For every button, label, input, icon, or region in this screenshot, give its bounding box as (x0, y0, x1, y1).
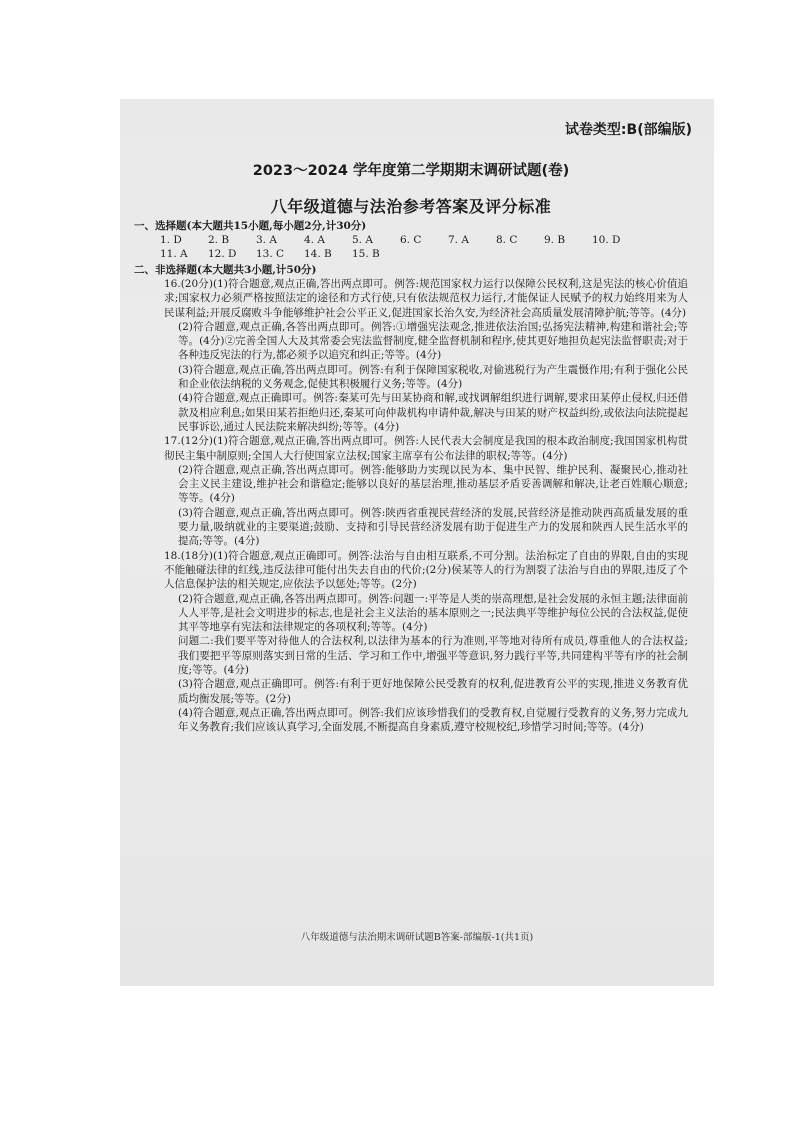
choice-answer: 6. C (400, 234, 422, 246)
section1-heading: 一、选择题(本大题共15小题,每小题2分,计30分) (134, 220, 367, 232)
question-16-answers (134, 277, 688, 434)
answer-paragraph: (3)符合题意,观点正确,答出两点即可。例答:陕西省重视民营经济的发展,民营经济是推动陕西高质量发展的重要力量,吸纳就业的主要渠道;鼓励、支持和引导民营经济发展有助于促进生产力的发展和陕西人民生活水平的提高;等等。(4分) (178, 506, 688, 548)
question-18-answers (134, 549, 688, 735)
choice-answer: 15. B (352, 248, 380, 260)
choice-answer: 12. D (208, 248, 237, 260)
answer-paragraph: (2)符合题意,观点正确,答出两点即可。例答:能够助力实现以民为本、集中民智、维护民利、凝聚民心,推动社会主义民主建设,维护社会和谐稳定;能够以良好的基层治理,推动基层矛盾妥善调解和解决,让老百姓顺心顺意;等等。(4分) (178, 463, 688, 505)
answer-paragraph: (3)符合题意,观点正确,答出两点即可。例答:有利于保障国家税收,对偷逃税行为产生震慑作用;有利于强化公民和企业依法纳税的义务观念,促使其积极履行义务;等等。(4分) (178, 363, 688, 391)
choice-answers-row-1 (134, 233, 688, 247)
choice-answer: 5. A (352, 234, 373, 246)
answer-paragraph: (2)符合题意,观点正确,各答出两点即可。例答:①增强宪法观念,推进依法治国;弘扬宪法精神,构建和谐社会;等等。(4分)②完善全国人大及其常委会宪法监督制度,健全监督机制和程序,使其更好地担负起宪法监督职责;对于各种违反宪法的行为,都必须予以追究和纠正;等等。(4分) (178, 320, 688, 362)
document-title: 八年级道德与法治参考答案及评分标准 (270, 197, 552, 216)
choice-answer: 4. A (304, 234, 325, 246)
answer-paragraph: 16.(20分)(1)符合题意,观点正确,答出两点即可。例答:规范国家权力运行以保障公民权利,这是宪法的核心价值追求;国家权力必须严格按照法定的途径和方式行使,只有依法规范权力运行,才能保证人民赋予的权力始终用来为人民谋利益;开展反腐败斗争能够维护社会公平正义,促进国家长治久安,为经济社会高质量发展清障护航;等等。(4分) (164, 278, 688, 319)
choice-answer: 11. A (160, 248, 188, 260)
answer-paragraph: (4)符合题意,观点正确即可。例答:秦某可先与田某协商和解,或找调解组织进行调解,要求田某停止侵权,归还借款及相应利息;如果田某若拒绝归还,秦某可向仲裁机构申请仲裁,解决与田某的财产权益纠纷,或依法向法院提起民事诉讼,通过人民法院来解决纠纷;等等。(4分) (178, 392, 688, 433)
answer-paragraph: 17.(12分)(1)符合题意,观点正确,答出两点即可。例答:人民代表大会制度是我国的根本政治制度;我国国家机构贯彻民主集中制原则;全国人大行使国家立法权;国家主席享有公布法律的职权;等等。(4分) (164, 435, 688, 462)
answer-sheet-page (120, 99, 714, 986)
answer-paragraph: (4)符合题意,观点正确,答出两点即可。例答:我们应该珍惜我们的受教育权,自觉履行受教育的义务,努力完成九年义务教育;我们应该认真学习,全面发展,不断提高自身素质,遵守校规校纪,珍惜学习时间;等等。(4分) (178, 706, 688, 734)
answer-paragraph: (3)符合题意,观点正确即可。例答:有利于更好地保障公民受教育的权利,促进教育公平的实现,推进义务教育优质均衡发展;等等。(2分) (178, 678, 688, 705)
answer-paragraph: (2)符合题意,观点正确,各答出两点即可。例答:问题一:平等是人类的崇高理想,是社会发展的永恒主题;法律面前人人平等,是社会文明进步的标志,也是社会主义法治的基本原则之一;民法典平等维护每位公民的合法权益,促使其平等地享有宪法和法律规定的各项权利;等等。(4分) (178, 592, 688, 634)
section2-heading: 二、非选择题(本大题共3小题,计50分) (134, 264, 317, 276)
exam-title: 2023～2024 学年度第二学期期末调研试题(卷) (252, 163, 570, 179)
question-17-answers (134, 434, 688, 548)
choice-answer: 3. A (256, 234, 277, 246)
choice-answer: 10. D (592, 234, 621, 246)
choice-answer: 9. B (544, 234, 566, 246)
answer-paragraph: 18.(18分)(1)符合题意,观点正确即可。例答:法治与自由相互联系,不可分割。法治标定了自由的界限,自由的实现不能触碰法律的红线,违反法律可能付出失去自由的代价;(2分)侯某等人的行为割裂了法治与自由的界限,违反了个人信息保护法的相关规定,应依法予以惩处;等等。(2分) (164, 549, 688, 591)
choice-answer: 1. D (160, 234, 182, 246)
choice-answer: 14. B (304, 248, 332, 260)
choice-answer: 7. A (448, 234, 469, 246)
choice-answers-row-2 (134, 247, 688, 261)
answer-paragraph: 问题二:我们要平等对待他人的合法权利,以法律为基本的行为准则,平等地对待所有成员,尊重他人的合法权益;我们要把平等原则落实到日常的生活、学习和工作中,增强平等意识,努力践行平等,共同建构平等有序的社会制度;等等。(4分) (178, 635, 688, 677)
choice-answer: 2. B (208, 234, 230, 246)
choice-answer: 13. C (256, 248, 285, 260)
choice-answer: 8. C (496, 234, 518, 246)
paper-type-label: 试卷类型:B(部编版) (564, 122, 692, 138)
page-footer: 八年级道德与法治期末调研试题B答案-部编版-1(共1页) (300, 932, 534, 943)
